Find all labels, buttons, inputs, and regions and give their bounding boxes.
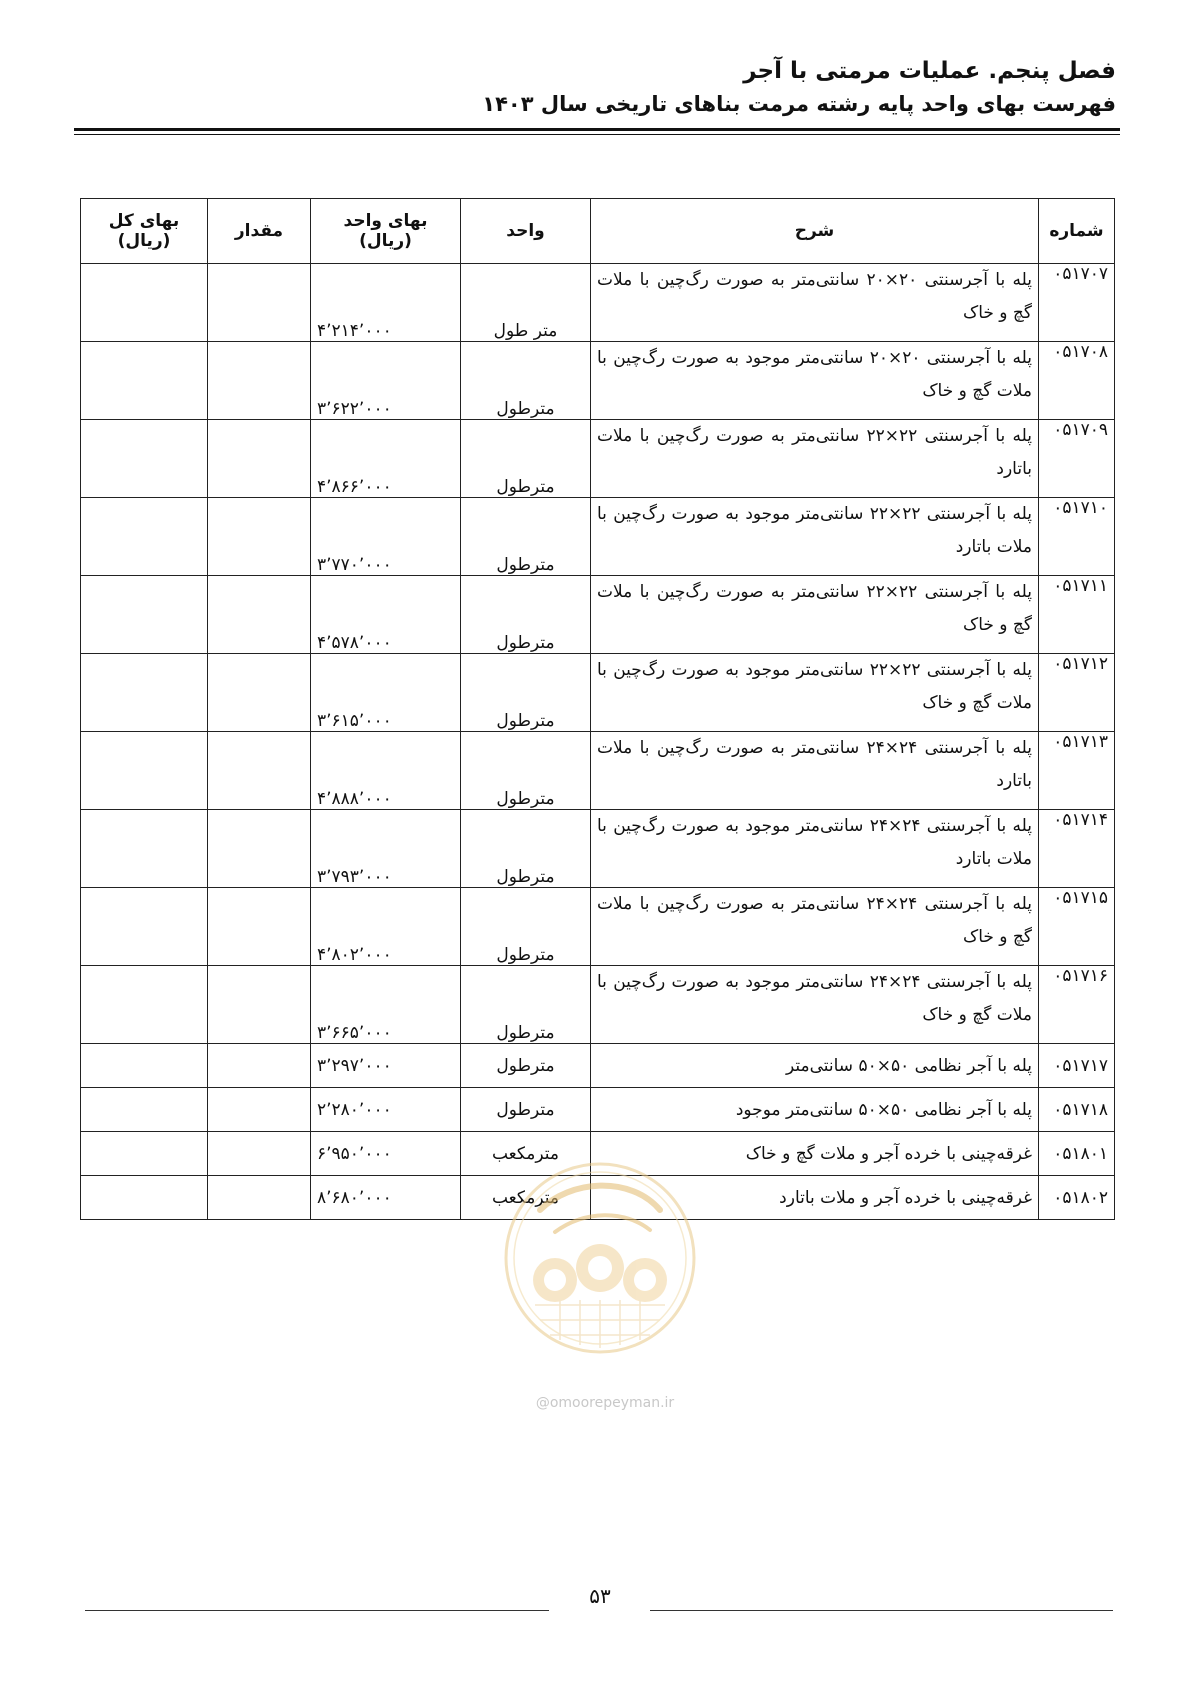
row-unit: مترطول — [461, 576, 591, 654]
table-row — [81, 264, 1115, 342]
header-rule-thin — [74, 134, 1120, 135]
table-row — [81, 966, 1115, 1044]
table-row — [81, 1044, 1115, 1088]
table-row — [81, 576, 1115, 654]
header-unit-price: بهای واحد (ریال) — [311, 199, 461, 264]
row-unit-price: ۳٬۷۷۰٬۰۰۰ — [311, 498, 461, 576]
row-total-price — [81, 342, 208, 420]
row-unit: مترطول — [461, 1088, 591, 1132]
row-unit-price: ۴٬۸۶۶٬۰۰۰ — [311, 420, 461, 498]
header-total-price: بهای کل (ریال) — [81, 199, 208, 264]
row-code: ۰۵۱۷۱۷ — [1039, 1044, 1115, 1088]
table-row — [81, 888, 1115, 966]
header-rule-thick — [74, 128, 1120, 131]
row-total-price — [81, 1044, 208, 1088]
row-total-price — [81, 1176, 208, 1220]
row-description: پله با آجرسنتی ۲۲×۲۲ سانتی‌متر به صورت رگ‌چین با ملات گچ و خاک — [591, 576, 1039, 654]
row-unit-price: ۴٬۸۰۲٬۰۰۰ — [311, 888, 461, 966]
row-unit-price: ۸٬۶۸۰٬۰۰۰ — [311, 1176, 461, 1220]
table-row — [81, 420, 1115, 498]
row-total-price — [81, 888, 208, 966]
row-unit: مترطول — [461, 420, 591, 498]
row-unit-price: ۳٬۶۲۲٬۰۰۰ — [311, 342, 461, 420]
row-quantity — [208, 576, 311, 654]
row-unit: مترمکعب — [461, 1132, 591, 1176]
header-code: شماره — [1039, 199, 1115, 264]
row-unit-price: ۳٬۲۹۷٬۰۰۰ — [311, 1044, 461, 1088]
row-total-price — [81, 810, 208, 888]
row-unit-price: ۴٬۸۸۸٬۰۰۰ — [311, 732, 461, 810]
row-unit: مترطول — [461, 654, 591, 732]
row-total-price — [81, 264, 208, 342]
watermark-seal-logo — [500, 1140, 700, 1380]
watermark-url: @omoorepeyman.ir — [535, 1395, 675, 1411]
row-unit: مترطول — [461, 888, 591, 966]
row-quantity — [208, 810, 311, 888]
table-row — [81, 1088, 1115, 1132]
row-code: ۰۵۱۷۱۵ — [1039, 888, 1115, 966]
table-row — [81, 654, 1115, 732]
row-code: ۰۵۱۸۰۱ — [1039, 1132, 1115, 1176]
row-code: ۰۵۱۷۱۰ — [1039, 498, 1115, 576]
row-description: پله با آجرسنتی ۲۲×۲۲ سانتی‌متر موجود به صورت رگ‌چین با ملات باتارد — [591, 498, 1039, 576]
document-subtitle: فهرست بهای واحد پایه رشته مرمت بناهای تاریخی سال ۱۴۰۳ — [482, 92, 1116, 116]
row-unit-price: ۴٬۲۱۴٬۰۰۰ — [311, 264, 461, 342]
row-code: ۰۵۱۷۱۴ — [1039, 810, 1115, 888]
row-description: پله با آجرسنتی ۲۲×۲۲ سانتی‌متر به صورت رگ‌چین با ملات باتارد — [591, 420, 1039, 498]
row-total-price — [81, 1088, 208, 1132]
header-description: شرح — [591, 199, 1039, 264]
table-row — [81, 498, 1115, 576]
row-quantity — [208, 420, 311, 498]
row-code: ۰۵۱۷۱۱ — [1039, 576, 1115, 654]
row-unit-price: ۳٬۶۶۵٬۰۰۰ — [311, 966, 461, 1044]
row-total-price — [81, 654, 208, 732]
row-unit: مترطول — [461, 966, 591, 1044]
row-description: پله با آجرسنتی ۲۴×۲۴ سانتی‌متر موجود به صورت رگ‌چین با ملات گچ و خاک — [591, 966, 1039, 1044]
row-quantity — [208, 654, 311, 732]
footer-rule-right — [650, 1610, 1113, 1611]
row-code: ۰۵۱۷۱۸ — [1039, 1088, 1115, 1132]
row-unit: مترطول — [461, 732, 591, 810]
row-unit-price: ۴٬۵۷۸٬۰۰۰ — [311, 576, 461, 654]
row-unit-price: ۳٬۷۹۳٬۰۰۰ — [311, 810, 461, 888]
row-total-price — [81, 420, 208, 498]
header-quantity: مقدار — [208, 199, 311, 264]
row-code: ۰۵۱۷۰۹ — [1039, 420, 1115, 498]
price-list-table — [80, 198, 1115, 1220]
row-unit: متر طول — [461, 264, 591, 342]
row-description: غرقه‌چینی با خرده آجر و ملات باتارد — [591, 1176, 1039, 1220]
row-quantity — [208, 1176, 311, 1220]
row-unit-price: ۲٬۲۸۰٬۰۰۰ — [311, 1088, 461, 1132]
row-quantity — [208, 966, 311, 1044]
table-row — [81, 732, 1115, 810]
row-quantity — [208, 1132, 311, 1176]
row-quantity — [208, 1044, 311, 1088]
row-code: ۰۵۱۷۱۶ — [1039, 966, 1115, 1044]
row-total-price — [81, 576, 208, 654]
row-description: غرقه‌چینی با خرده آجر و ملات گچ و خاک — [591, 1132, 1039, 1176]
header-unit: واحد — [461, 199, 591, 264]
row-quantity — [208, 342, 311, 420]
row-description: پله با آجرسنتی ۲۴×۲۴ سانتی‌متر به صورت رگ‌چین با ملات گچ و خاک — [591, 888, 1039, 966]
table-row — [81, 342, 1115, 420]
row-description: پله با آجرسنتی ۲۰×۲۰ سانتی‌متر موجود به صورت رگ‌چین با ملات گچ و خاک — [591, 342, 1039, 420]
row-total-price — [81, 498, 208, 576]
row-unit-price: ۳٬۶۱۵٬۰۰۰ — [311, 654, 461, 732]
row-code: ۰۵۱۷۱۲ — [1039, 654, 1115, 732]
row-code: ۰۵۱۸۰۲ — [1039, 1176, 1115, 1220]
row-total-price — [81, 732, 208, 810]
row-unit: مترطول — [461, 342, 591, 420]
row-description: پله با آجرسنتی ۲۴×۲۴ سانتی‌متر به صورت رگ‌چین با ملات باتارد — [591, 732, 1039, 810]
row-code: ۰۵۱۷۰۷ — [1039, 264, 1115, 342]
row-quantity — [208, 888, 311, 966]
row-code: ۰۵۱۷۱۳ — [1039, 732, 1115, 810]
row-quantity — [208, 732, 311, 810]
row-unit: مترطول — [461, 810, 591, 888]
row-description: پله با آجرسنتی ۲۰×۲۰ سانتی‌متر به صورت رگ‌چین با ملات گچ و خاک — [591, 264, 1039, 342]
row-quantity — [208, 264, 311, 342]
table-row — [81, 810, 1115, 888]
row-quantity — [208, 1088, 311, 1132]
page-number: ۵۳ — [589, 1584, 611, 1608]
row-total-price — [81, 1132, 208, 1176]
row-unit: مترمکعب — [461, 1176, 591, 1220]
row-total-price — [81, 966, 208, 1044]
row-code: ۰۵۱۷۰۸ — [1039, 342, 1115, 420]
row-description: پله با آجر نظامی ۵۰×۵۰ سانتی‌متر — [591, 1044, 1039, 1088]
row-description: پله با آجر نظامی ۵۰×۵۰ سانتی‌متر موجود — [591, 1088, 1039, 1132]
row-description: پله با آجرسنتی ۲۴×۲۴ سانتی‌متر موجود به صورت رگ‌چین با ملات باتارد — [591, 810, 1039, 888]
page-header — [66, 54, 1116, 120]
row-quantity — [208, 498, 311, 576]
chapter-title: فصل پنجم. عملیات مرمتی با آجر — [743, 58, 1116, 84]
row-unit-price: ۶٬۹۵۰٬۰۰۰ — [311, 1132, 461, 1176]
row-description: پله با آجرسنتی ۲۲×۲۲ سانتی‌متر موجود به صورت رگ‌چین با ملات گچ و خاک — [591, 654, 1039, 732]
footer-rule-left — [85, 1610, 549, 1611]
table-header-row — [81, 199, 1115, 264]
row-unit: مترطول — [461, 1044, 591, 1088]
row-unit: مترطول — [461, 498, 591, 576]
